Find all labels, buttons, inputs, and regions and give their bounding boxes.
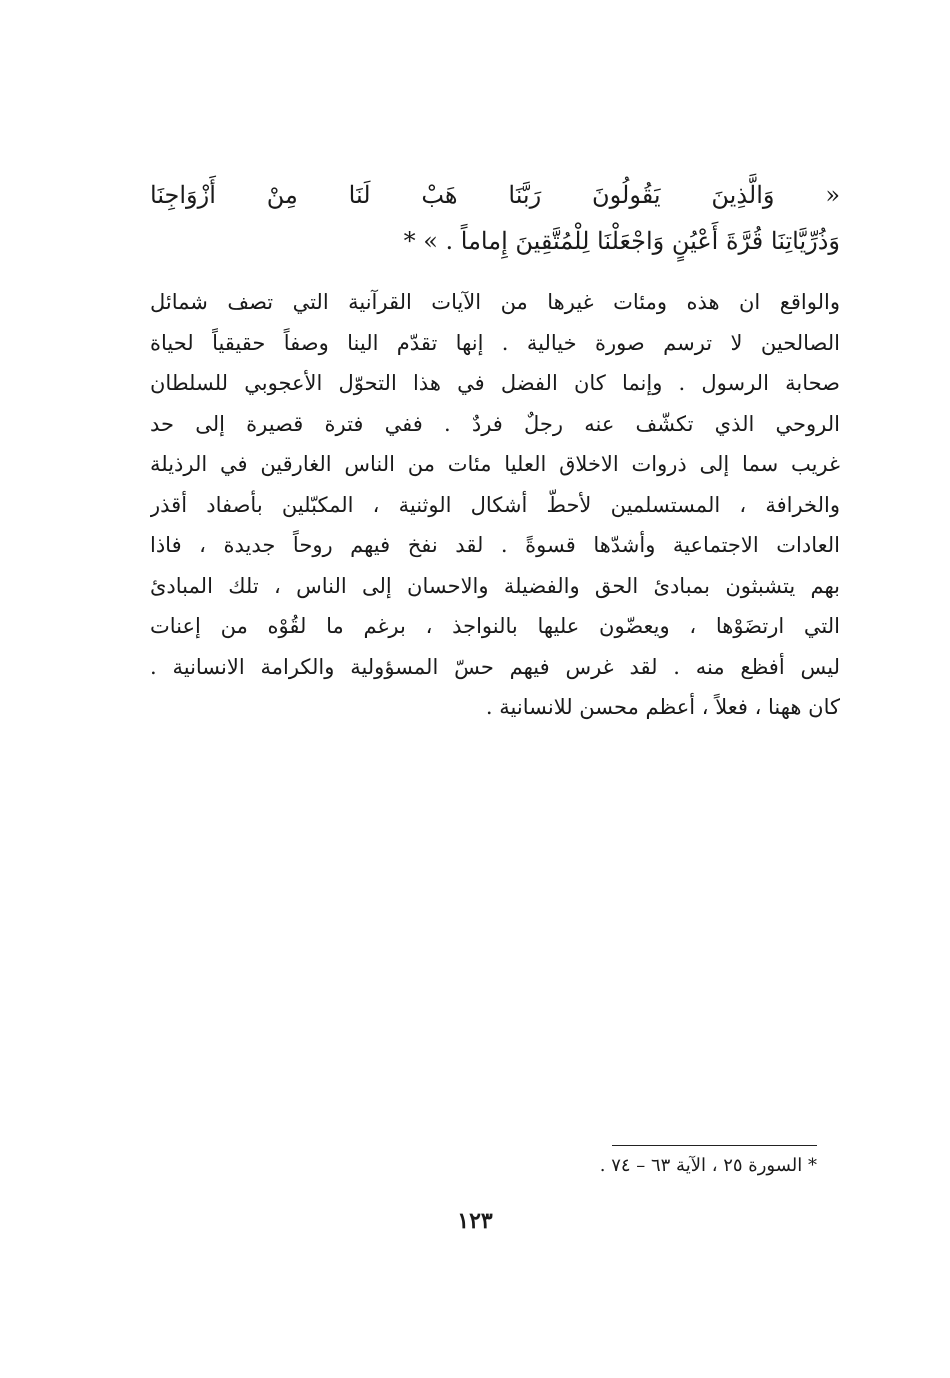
verse-line: وَذُرِّيَّاتِنَا قُرَّةَ أَعْيُنٍ وَاجْعَلْنَا لِلْمُتَّقِينَ إِماماً . » * [403,227,840,255]
body-paragraph [150,282,840,728]
paragraph-line: العادات الاجتماعية وأشدّها قسوةً . لقد نفخ فيهم روحاً جديدة ، فاذا [150,533,840,557]
paragraph-line: صحابة الرسول . وإنما كان الفضل في هذا التحوّل الأعجوبي للسلطان [150,371,840,395]
paragraph-line: الروحي الذي تكشّف عنه رجلٌ فردٌ . ففي فترة قصيرة إلى حد [150,411,840,436]
paragraph-line: بهم يتشبثون بمبادئ الحق والفضيلة والاحسان إلى الناس ، تلك المبادئ [150,573,840,598]
footnote: * السورة ٢٥ ، الآية ٦٣ – ٧٤ . [599,1155,817,1176]
verse-line: « وَالَّذِينَ يَقُولُونَ رَبَّنَا هَبْ لَنَا مِنْ أَزْوَاجِنَا [150,181,840,209]
paragraph-line: ليس أفظع منه . لقد غرس فيهم حسّ المسؤولية والكرامة الانسانية . [150,654,840,679]
quran-verse-block [150,172,840,264]
footnote-divider [612,1145,817,1146]
paragraph-line: كان ههنا ، فعلاً ، أعظم محسن للانسانية . [485,695,840,719]
paragraph-line: والخرافة ، المستسلمين لأحطّ أشكال الوثنية ، المكبّلين بأصفاد أقذر [150,492,840,517]
paragraph-line: الصالحين لا ترسم صورة خيالية . إنها تقدّم الينا وصفاً حقيقياً لحياة [150,330,840,355]
paragraph-line: والواقع ان هذه ومئات غيرها من الآيات القرآنية التي تصف شمائل [150,290,840,314]
page-number: ١٢٣ [457,1208,493,1234]
paragraph-line: التي ارتضَوْها ، ويعضّون عليها بالنواجذ ، برغم ما لقُوْه من إعنات [150,614,840,638]
paragraph-line: غريب سما إلى ذروات الاخلاق العليا مئات من الناس الغارقين في الرذيلة [150,452,840,476]
